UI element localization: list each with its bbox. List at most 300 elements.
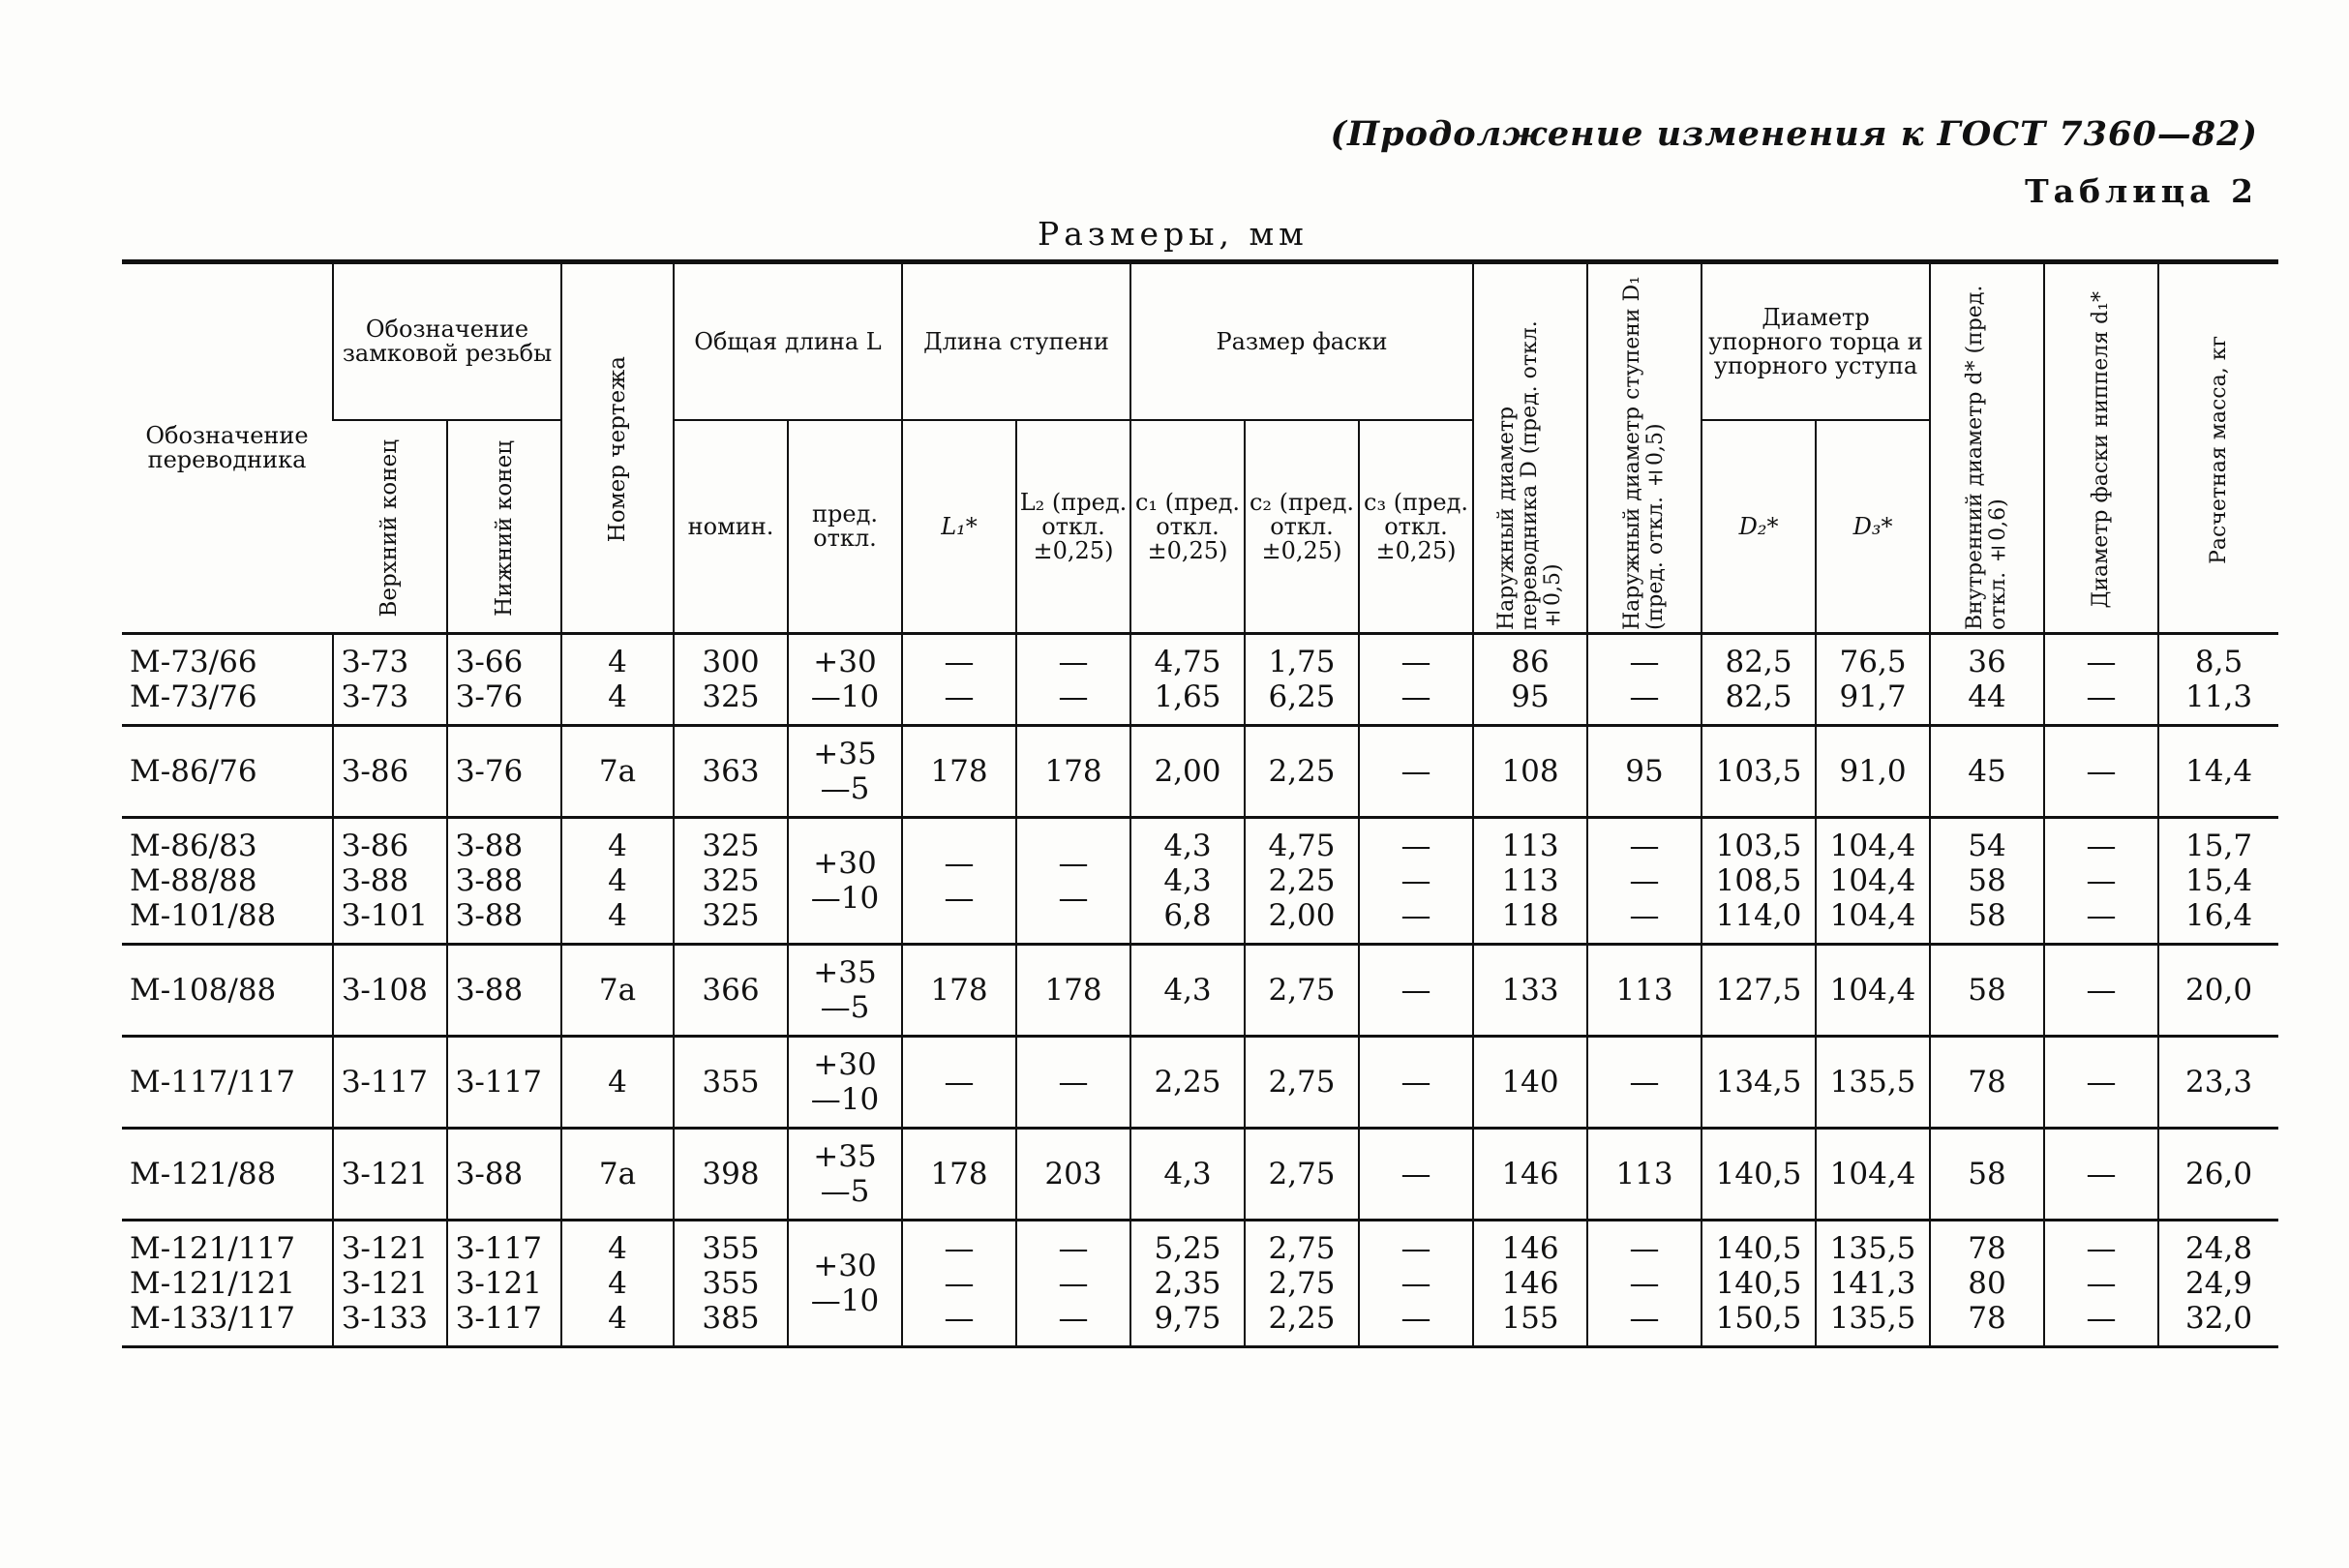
cell-L1-line: — <box>944 846 975 881</box>
cell-c2-line: 6,25 <box>1268 679 1336 714</box>
cell-drawing-no-line: 4 <box>608 1065 627 1100</box>
header-drawing-no: Номер чертежа <box>604 356 630 543</box>
cell-c1-line: 4,75 <box>1154 645 1221 679</box>
cell-D <box>1473 1221 1587 1347</box>
cell-D-line: 118 <box>1501 898 1559 933</box>
cell-d <box>1930 1221 2044 1347</box>
cell-d1 <box>2044 818 2158 945</box>
continuation-note: (Продолжение изменения к ГОСТ 7360—82) <box>1330 114 2258 154</box>
cell-D2-line: 134,5 <box>1715 1065 1802 1100</box>
cell-c3-line: — <box>1400 829 1431 863</box>
cell-D3 <box>1816 1221 1930 1347</box>
cell-D2 <box>1702 945 1816 1037</box>
header-chamfer-size: Размер фаски <box>1216 327 1388 355</box>
cell-c1 <box>1130 945 1245 1037</box>
header-nominal: номин. <box>687 512 774 540</box>
cell-c3-line: — <box>1400 1301 1431 1336</box>
cell-D1-line: 113 <box>1615 1157 1673 1191</box>
cell-L1-line: 178 <box>930 1157 988 1191</box>
cell-mass-line: 14,4 <box>2185 754 2253 789</box>
cell-D2-line: 103,5 <box>1715 829 1802 863</box>
cell-drawing-no <box>561 726 674 818</box>
cell-designation-line: М-133/117 <box>130 1301 295 1336</box>
cell-d-line: 80 <box>1968 1266 2006 1301</box>
header-outer-diameter: Наружный диаметр переводника D (пред. откл. ±0,5) <box>1494 319 1566 630</box>
cell-length-nominal-line: 385 <box>702 1301 760 1336</box>
cell-L2-line: — <box>1058 1065 1089 1100</box>
cell-L1-line: — <box>944 1266 975 1301</box>
cell-mass-line: 24,9 <box>2185 1266 2253 1301</box>
cell-upper-thread-line: З-73 <box>342 679 409 714</box>
cell-L2 <box>1016 634 1130 726</box>
header-inner-diameter: Внутренний диаметр d* (пред. откл. ±0,6) <box>1963 285 2011 630</box>
cell-L1-line: — <box>944 679 975 714</box>
cell-c2 <box>1245 1129 1359 1221</box>
header-D3: D₃* <box>1852 512 1893 540</box>
cell-L2 <box>1016 1129 1130 1221</box>
cell-lower-thread <box>447 945 561 1037</box>
cell-D3-line: 91,0 <box>1839 754 1907 789</box>
cell-drawing-no-line: 4 <box>608 679 627 714</box>
cell-length-nominal <box>674 1037 788 1129</box>
cell-drawing-no <box>561 818 674 945</box>
cell-D3 <box>1816 818 1930 945</box>
cell-L1-line: — <box>944 1231 975 1266</box>
cell-length-nominal <box>674 1129 788 1221</box>
cell-designation-line: М-117/117 <box>130 1065 295 1100</box>
header-deviation: пред. откл. <box>812 500 878 552</box>
cell-D-line: 95 <box>1511 679 1550 714</box>
cell-D2 <box>1702 726 1816 818</box>
cell-c2-line: 2,25 <box>1268 863 1336 898</box>
cell-d <box>1930 726 2044 818</box>
cell-designation-line: М-101/88 <box>130 898 277 933</box>
cell-lower-thread-line: З-76 <box>456 679 524 714</box>
cell-L2-line: — <box>1058 1231 1089 1266</box>
cell-c1-line: 4,3 <box>1163 863 1212 898</box>
header-step-diameter: Наружный диаметр ступени D₁ (пред. откл. ±0,5) <box>1620 275 1669 630</box>
cell-designation-line: М-121/117 <box>130 1231 295 1266</box>
cell-c3 <box>1359 945 1473 1037</box>
cell-lower-thread-line: З-66 <box>456 645 524 679</box>
cell-upper-thread <box>333 726 447 818</box>
header-L2: L₂ (пред. откл. ±0,25) <box>1019 488 1128 564</box>
table-row <box>122 818 2278 945</box>
cell-upper-thread-line: З-101 <box>342 898 428 933</box>
cell-length-nominal-line: 363 <box>702 754 760 789</box>
cell-drawing-no-line: 4 <box>608 898 627 933</box>
cell-upper-thread-line: З-121 <box>342 1157 428 1191</box>
cell-D1-line: — <box>1629 898 1660 933</box>
header-c1: c₁ (пред. откл. ±0,25) <box>1134 488 1241 564</box>
cell-c2-line: 1,75 <box>1268 645 1336 679</box>
cell-drawing-no-line: 7а <box>598 754 637 789</box>
cell-upper-thread-line: З-86 <box>342 829 409 863</box>
cell-d <box>1930 1129 2044 1221</box>
cell-D2-line: 108,5 <box>1715 863 1802 898</box>
cell-upper-thread <box>333 945 447 1037</box>
cell-d1-line: — <box>2086 645 2117 679</box>
cell-length-tolerance <box>788 726 902 818</box>
header-lower-end: Нижний конец <box>491 439 517 617</box>
cell-D1-line: — <box>1629 1065 1660 1100</box>
cell-c2-line: 2,75 <box>1268 1065 1336 1100</box>
cell-D <box>1473 1037 1587 1129</box>
cell-length-tolerance-line: +35 <box>813 955 877 990</box>
cell-d-line: 58 <box>1968 863 2006 898</box>
cell-D <box>1473 945 1587 1037</box>
cell-L2-line: — <box>1058 1266 1089 1301</box>
cell-d1-line: — <box>2086 898 2117 933</box>
cell-mass-line: 16,4 <box>2185 898 2253 933</box>
cell-c2 <box>1245 634 1359 726</box>
cell-length-tolerance-line: +30 <box>813 1249 877 1283</box>
cell-mass-line: 11,3 <box>2185 679 2253 714</box>
cell-length-tolerance-line: —10 <box>810 679 880 714</box>
cell-D2-line: 140,5 <box>1715 1157 1802 1191</box>
cell-d1-line: — <box>2086 863 2117 898</box>
cell-d1-line: — <box>2086 754 2117 789</box>
cell-D1 <box>1587 1129 1702 1221</box>
cell-L2-line: 178 <box>1044 754 1102 789</box>
cell-c3-line: — <box>1400 1157 1431 1191</box>
cell-upper-thread <box>333 1221 447 1347</box>
cell-length-nominal <box>674 818 788 945</box>
cell-L2-line: 178 <box>1044 973 1102 1008</box>
cell-D1-line: — <box>1629 645 1660 679</box>
cell-c2-line: 2,75 <box>1268 1266 1336 1301</box>
cell-D3-line: 135,5 <box>1829 1231 1916 1266</box>
cell-upper-thread-line: З-86 <box>342 754 409 789</box>
header-nipple-chamfer: Диаметр фаски ниппеля d₁* <box>2089 290 2114 609</box>
cell-c2-line: 2,00 <box>1268 898 1336 933</box>
cell-D2-line: 150,5 <box>1715 1301 1802 1336</box>
cell-designation-line: М-121/88 <box>130 1157 277 1191</box>
cell-c3 <box>1359 726 1473 818</box>
cell-drawing-no-line: 4 <box>608 1266 627 1301</box>
cell-upper-thread-line: З-133 <box>342 1301 428 1336</box>
cell-D2-line: 82,5 <box>1725 645 1792 679</box>
cell-length-tolerance <box>788 945 902 1037</box>
cell-L1-line: — <box>944 1065 975 1100</box>
cell-D1-line: — <box>1629 863 1660 898</box>
cell-lower-thread <box>447 1221 561 1347</box>
header-designation: Обозначение переводника <box>145 422 309 473</box>
cell-length-nominal-line: 325 <box>702 829 760 863</box>
cell-c1 <box>1130 818 1245 945</box>
cell-designation <box>122 1037 333 1129</box>
cell-length-tolerance-line: —10 <box>810 881 880 916</box>
cell-c1-line: 5,25 <box>1154 1231 1221 1266</box>
cell-c3-line: — <box>1400 973 1431 1008</box>
cell-L2 <box>1016 1221 1130 1347</box>
cell-designation-line: М-73/76 <box>130 679 257 714</box>
cell-D2-line: 82,5 <box>1725 679 1792 714</box>
cell-D-line: 140 <box>1501 1065 1559 1100</box>
cell-drawing-no <box>561 1037 674 1129</box>
cell-D3-line: 135,5 <box>1829 1065 1916 1100</box>
cell-L2-line: 203 <box>1044 1157 1102 1191</box>
cell-L1 <box>902 818 1016 945</box>
cell-L2 <box>1016 818 1130 945</box>
cell-upper-thread-line: З-121 <box>342 1266 428 1301</box>
cell-D1 <box>1587 1221 1702 1347</box>
cell-lower-thread-line: З-121 <box>456 1266 542 1301</box>
cell-D-line: 86 <box>1511 645 1550 679</box>
cell-L1 <box>902 634 1016 726</box>
cell-L1 <box>902 1221 1016 1347</box>
cell-designation <box>122 818 333 945</box>
cell-d1-line: — <box>2086 1301 2117 1336</box>
cell-d1-line: — <box>2086 1157 2117 1191</box>
table-row <box>122 945 2278 1037</box>
cell-length-tolerance <box>788 1129 902 1221</box>
cell-length-tolerance <box>788 1037 902 1129</box>
cell-length-nominal <box>674 726 788 818</box>
cell-D2-line: 140,5 <box>1715 1266 1802 1301</box>
cell-d1-line: — <box>2086 1231 2117 1266</box>
cell-d-line: 45 <box>1968 754 2006 789</box>
cell-c1-line: 2,25 <box>1154 1065 1221 1100</box>
cell-c1-line: 4,3 <box>1163 973 1212 1008</box>
cell-length-nominal-line: 355 <box>702 1266 760 1301</box>
cell-length-nominal <box>674 1221 788 1347</box>
cell-D3-line: 141,3 <box>1829 1266 1916 1301</box>
cell-designation-line: М-121/121 <box>130 1266 295 1301</box>
cell-L1-line: 178 <box>930 973 988 1008</box>
cell-c3-line: — <box>1400 645 1431 679</box>
cell-d1 <box>2044 1221 2158 1347</box>
cell-length-nominal-line: 398 <box>702 1157 760 1191</box>
cell-designation-line: М-108/88 <box>130 973 277 1008</box>
cell-drawing-no-line: 4 <box>608 1231 627 1266</box>
cell-length-nominal-line: 325 <box>702 679 760 714</box>
cell-d1-line: — <box>2086 679 2117 714</box>
cell-D2-line: 103,5 <box>1715 754 1802 789</box>
cell-D-line: 108 <box>1501 754 1559 789</box>
header-L1: L₁* <box>941 512 978 540</box>
cell-designation-line: М-86/83 <box>130 829 257 863</box>
cell-L2-line: — <box>1058 881 1089 916</box>
cell-D3-line: 104,4 <box>1829 898 1916 933</box>
cell-D3 <box>1816 1037 1930 1129</box>
cell-d-line: 58 <box>1968 1157 2006 1191</box>
cell-length-nominal-line: 325 <box>702 898 760 933</box>
cell-c1-line: 1,65 <box>1154 679 1221 714</box>
cell-length-tolerance <box>788 1221 902 1347</box>
cell-D3-line: 76,5 <box>1839 645 1907 679</box>
header-total-length: Общая длина L <box>694 327 882 355</box>
cell-d1 <box>2044 945 2158 1037</box>
cell-drawing-no-line: 7а <box>598 1157 637 1191</box>
cell-upper-thread <box>333 634 447 726</box>
cell-c3 <box>1359 1129 1473 1221</box>
cell-L2 <box>1016 1037 1130 1129</box>
cell-D1-line: — <box>1629 1266 1660 1301</box>
header-D2: D₂* <box>1738 512 1779 540</box>
cell-D1-line: 113 <box>1615 973 1673 1008</box>
cell-mass <box>2158 818 2278 945</box>
cell-drawing-no-line: 4 <box>608 829 627 863</box>
sizes-caption: Размеры, мм <box>1038 215 1309 253</box>
cell-D1-line: — <box>1629 1231 1660 1266</box>
cell-d <box>1930 634 2044 726</box>
cell-L2-line: — <box>1058 1301 1089 1336</box>
cell-c3 <box>1359 634 1473 726</box>
cell-D3-line: 104,4 <box>1829 1157 1916 1191</box>
cell-length-nominal-line: 355 <box>702 1231 760 1266</box>
cell-drawing-no-line: 4 <box>608 1301 627 1336</box>
cell-mass <box>2158 945 2278 1037</box>
cell-d1 <box>2044 726 2158 818</box>
cell-designation <box>122 945 333 1037</box>
cell-c2 <box>1245 1037 1359 1129</box>
cell-d-line: 78 <box>1968 1301 2006 1336</box>
cell-c1 <box>1130 634 1245 726</box>
cell-c1-line: 6,8 <box>1163 898 1212 933</box>
cell-length-tolerance-line: —5 <box>820 771 870 806</box>
cell-c3 <box>1359 818 1473 945</box>
cell-lower-thread-line: З-117 <box>456 1065 542 1100</box>
cell-c3-line: — <box>1400 754 1431 789</box>
cell-upper-thread-line: З-108 <box>342 973 428 1008</box>
cell-d1-line: — <box>2086 1266 2117 1301</box>
cell-L1-line: — <box>944 645 975 679</box>
cell-upper-thread-line: З-88 <box>342 863 409 898</box>
cell-length-nominal <box>674 634 788 726</box>
cell-length-tolerance-line: —5 <box>820 1174 870 1209</box>
cell-length-tolerance-line: +30 <box>813 1047 877 1082</box>
cell-mass-line: 32,0 <box>2185 1301 2253 1336</box>
cell-upper-thread-line: З-117 <box>342 1065 428 1100</box>
cell-D3 <box>1816 726 1930 818</box>
header-c3: c₃ (пред. откл. ±0,25) <box>1364 488 1469 564</box>
table-row <box>122 1221 2278 1347</box>
cell-length-tolerance-line: +35 <box>813 737 877 771</box>
cell-d-line: 54 <box>1968 829 2006 863</box>
cell-c2-line: 2,25 <box>1268 1301 1336 1336</box>
cell-d-line: 44 <box>1968 679 2006 714</box>
cell-c1 <box>1130 1129 1245 1221</box>
cell-c3-line: — <box>1400 1231 1431 1266</box>
cell-D <box>1473 1129 1587 1221</box>
cell-D1 <box>1587 1037 1702 1129</box>
cell-mass <box>2158 726 2278 818</box>
cell-L1 <box>902 1129 1016 1221</box>
cell-D1 <box>1587 726 1702 818</box>
cell-lower-thread-line: З-88 <box>456 863 524 898</box>
cell-c2-line: 2,75 <box>1268 1231 1336 1266</box>
cell-L2-line: — <box>1058 846 1089 881</box>
cell-mass-line: 8,5 <box>2194 645 2244 679</box>
cell-length-nominal-line: 355 <box>702 1065 760 1100</box>
cell-drawing-no-line: 7а <box>598 973 637 1008</box>
cell-mass-line: 26,0 <box>2185 1157 2253 1191</box>
cell-c1 <box>1130 1037 1245 1129</box>
table-row <box>122 1129 2278 1221</box>
cell-c3-line: — <box>1400 1266 1431 1301</box>
cell-c1 <box>1130 726 1245 818</box>
cell-upper-thread-line: З-73 <box>342 645 409 679</box>
cell-lower-thread-line: З-88 <box>456 898 524 933</box>
cell-drawing-no-line: 4 <box>608 863 627 898</box>
cell-mass <box>2158 1221 2278 1347</box>
cell-upper-thread <box>333 1037 447 1129</box>
cell-designation-line: М-86/76 <box>130 754 257 789</box>
cell-D3-line: 135,5 <box>1829 1301 1916 1336</box>
cell-upper-thread-line: З-121 <box>342 1231 428 1266</box>
gost-table <box>122 259 2278 1348</box>
cell-D1 <box>1587 945 1702 1037</box>
cell-d1 <box>2044 1037 2158 1129</box>
cell-c1-line: 2,00 <box>1154 754 1221 789</box>
header-mass: Расчетная масса, кг <box>2206 335 2231 564</box>
header-thread-group: Обозначение замковой резьбы <box>342 316 553 367</box>
cell-D-line: 146 <box>1501 1231 1559 1266</box>
table-row <box>122 1037 2278 1129</box>
cell-lower-thread <box>447 726 561 818</box>
cell-D3 <box>1816 945 1930 1037</box>
cell-d1-line: — <box>2086 973 2117 1008</box>
cell-d1-line: — <box>2086 829 2117 863</box>
cell-D <box>1473 634 1587 726</box>
header-shoulder-group: Диаметр упорного торца и упорного уступа <box>1708 303 1923 379</box>
cell-L1 <box>902 945 1016 1037</box>
cell-D1-line: — <box>1629 679 1660 714</box>
cell-length-tolerance-line: —10 <box>810 1283 880 1318</box>
cell-L2 <box>1016 945 1130 1037</box>
cell-D-line: 155 <box>1501 1301 1559 1336</box>
cell-mass <box>2158 634 2278 726</box>
cell-lower-thread-line: З-88 <box>456 973 524 1008</box>
cell-designation <box>122 634 333 726</box>
cell-c2-line: 2,75 <box>1268 973 1336 1008</box>
cell-c1-line: 4,3 <box>1163 829 1212 863</box>
cell-L2 <box>1016 726 1130 818</box>
header-c2: c₂ (пред. откл. ±0,25) <box>1249 488 1355 564</box>
cell-d-line: 36 <box>1968 645 2006 679</box>
table-row <box>122 726 2278 818</box>
cell-D1-line: — <box>1629 829 1660 863</box>
cell-D3 <box>1816 1129 1930 1221</box>
cell-lower-thread-line: З-117 <box>456 1301 542 1336</box>
cell-mass-line: 15,4 <box>2185 863 2253 898</box>
cell-c1-line: 4,3 <box>1163 1157 1212 1191</box>
cell-length-nominal-line: 366 <box>702 973 760 1008</box>
cell-lower-thread-line: З-88 <box>456 829 524 863</box>
cell-D-line: 146 <box>1501 1157 1559 1191</box>
table-row <box>122 634 2278 726</box>
cell-d1 <box>2044 634 2158 726</box>
cell-D-line: 146 <box>1501 1266 1559 1301</box>
cell-D-line: 133 <box>1501 973 1559 1008</box>
cell-drawing-no <box>561 945 674 1037</box>
cell-length-tolerance-line: +35 <box>813 1139 877 1174</box>
cell-c2 <box>1245 945 1359 1037</box>
cell-L1-line: — <box>944 1301 975 1336</box>
cell-D-line: 113 <box>1501 829 1559 863</box>
cell-drawing-no <box>561 1129 674 1221</box>
cell-length-nominal-line: 325 <box>702 863 760 898</box>
cell-D2-line: 140,5 <box>1715 1231 1802 1266</box>
cell-c3 <box>1359 1221 1473 1347</box>
cell-D3-line: 91,7 <box>1839 679 1907 714</box>
cell-D-line: 113 <box>1501 863 1559 898</box>
cell-drawing-no-line: 4 <box>608 645 627 679</box>
cell-designation <box>122 726 333 818</box>
table-label: Таблица 2 <box>2025 172 2258 210</box>
cell-c3-line: — <box>1400 679 1431 714</box>
